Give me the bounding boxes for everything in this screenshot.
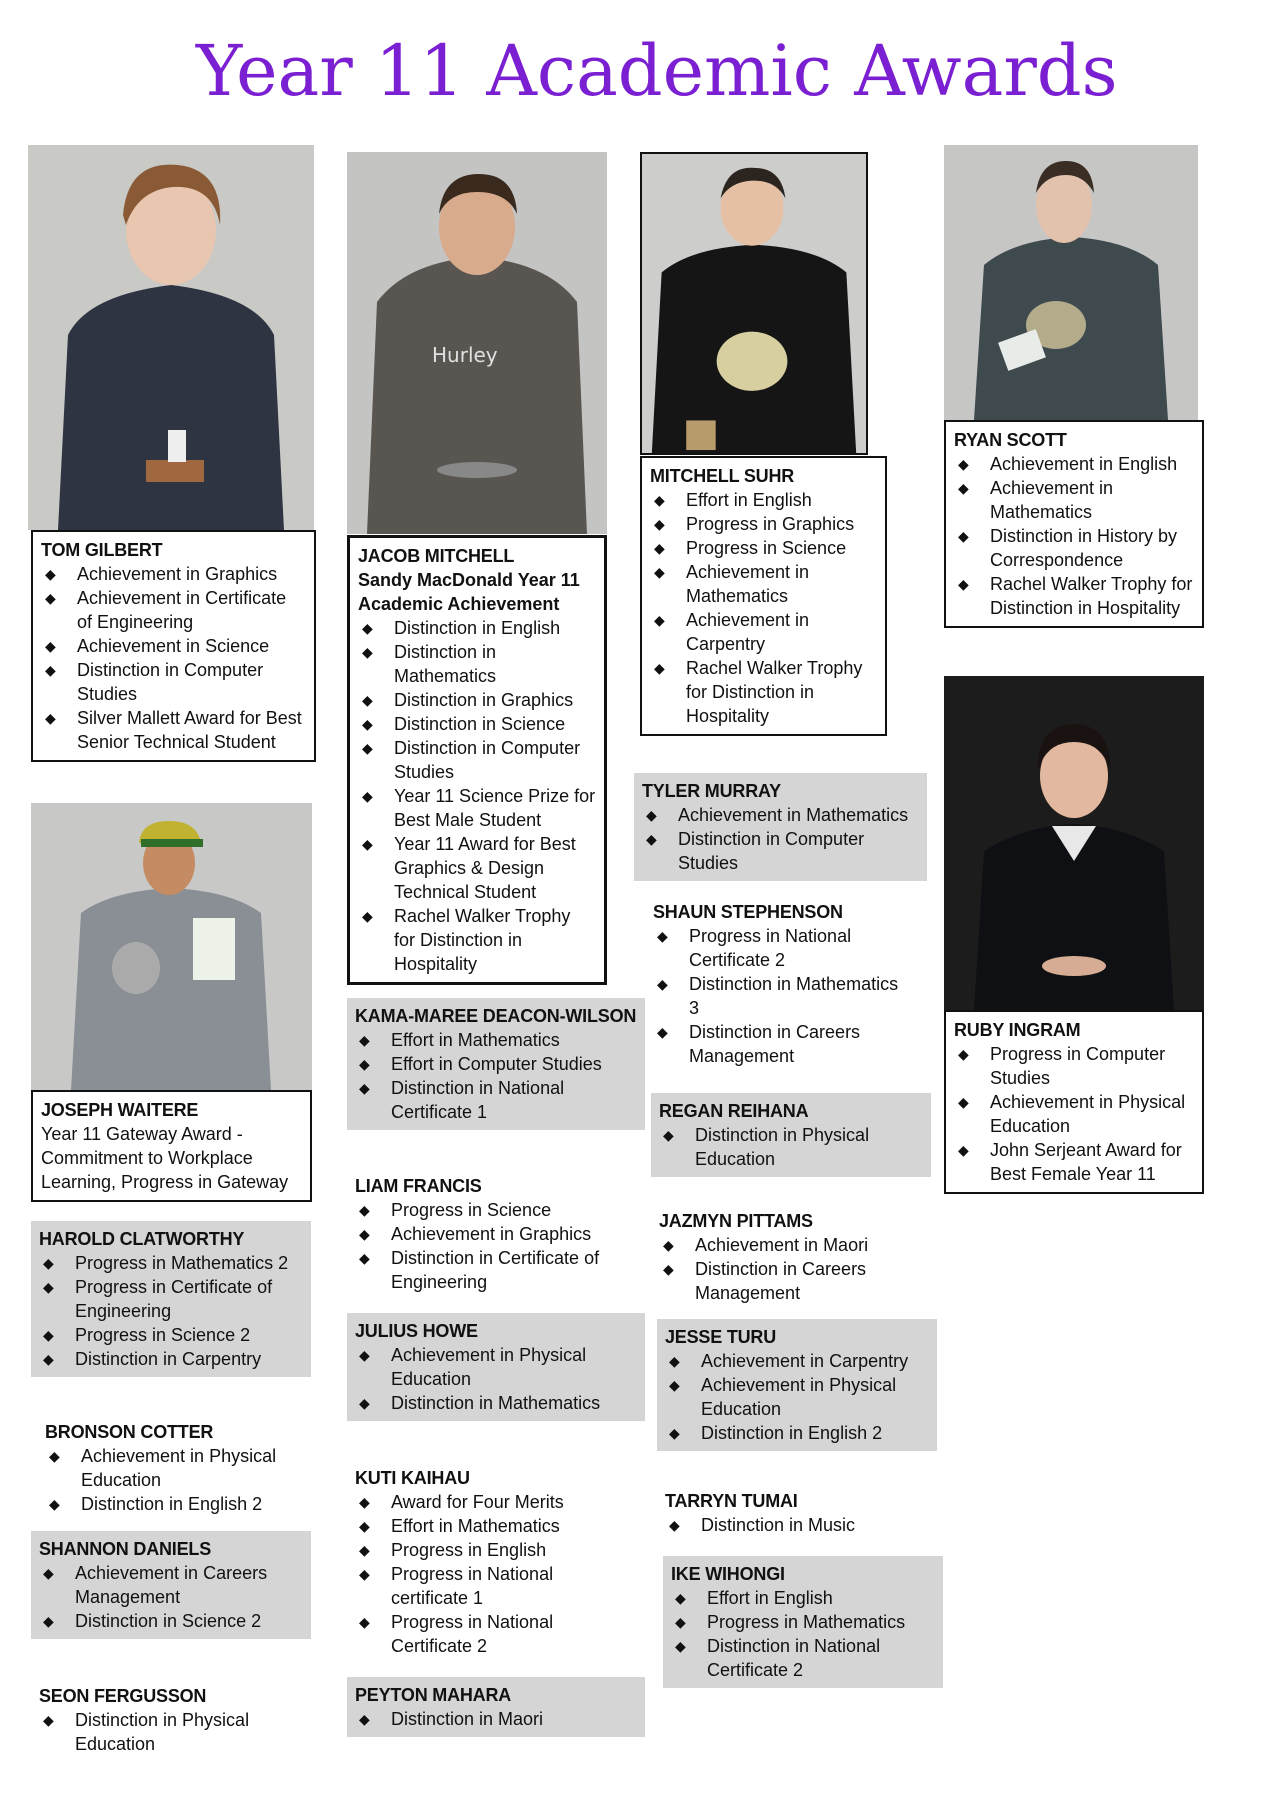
diamond-bullet-icon: ◆ — [669, 1517, 680, 1533]
student-name: JOSEPH WAITERE — [41, 1100, 199, 1120]
award-item: ◆ Achievement in Careers Management — [43, 1563, 268, 1607]
diamond-bullet-icon: ◆ — [362, 836, 373, 852]
diamond-bullet-icon: ◆ — [359, 1494, 370, 1510]
student-name: SEON FERGUSSON — [39, 1686, 207, 1706]
award-item: ◆ Progress in Computer Studies — [958, 1044, 1166, 1088]
student-name: HAROLD CLATWORTHY — [39, 1229, 245, 1249]
award-item: ◆ Distinction in History by Correspondence — [958, 526, 1178, 570]
award-item: ◆ Distinction in English 2 — [669, 1423, 883, 1443]
photo-joseph-waitere — [31, 803, 312, 1090]
diamond-bullet-icon: ◆ — [654, 492, 665, 508]
diamond-bullet-icon: ◆ — [654, 564, 665, 580]
award-item: ◆ John Serjeant Award for Best Female Year 11 — [958, 1140, 1182, 1184]
card-kama-maree-deacon-wilson — [347, 998, 645, 1130]
diamond-bullet-icon: ◆ — [45, 638, 56, 654]
award-item: ◆ Achievement in Certificate of Engineering — [45, 588, 287, 632]
award-item: ◆ Distinction in Mathematics — [359, 1393, 601, 1413]
award-list — [665, 1513, 929, 1537]
diamond-bullet-icon: ◆ — [958, 1142, 969, 1158]
award-item: ◆ Achievement in Physical Education — [958, 1092, 1186, 1136]
diamond-bullet-icon: ◆ — [45, 590, 56, 606]
photo-tom-gilbert — [28, 145, 314, 530]
diamond-bullet-icon: ◆ — [359, 1711, 370, 1727]
award-list — [41, 562, 306, 754]
award-item: ◆ Distinction in Graphics — [362, 690, 574, 710]
diamond-bullet-icon: ◆ — [663, 1127, 674, 1143]
award-item: ◆ Distinction in Science 2 — [43, 1611, 262, 1631]
card-seon-fergusson — [31, 1678, 311, 1762]
card-jazmyn-pittams — [651, 1203, 931, 1311]
award-item: ◆ Achievement in Mathematics — [646, 805, 909, 825]
card-harold-clatworthy — [31, 1221, 311, 1377]
card-jacob-mitchell — [347, 535, 607, 985]
award-list — [653, 924, 907, 1068]
award-item: ◆ Distinction in Certificate of Engineering — [359, 1248, 600, 1292]
award-item: ◆ Achievement in Physical Education — [359, 1345, 587, 1389]
student-name: PEYTON MAHARA — [355, 1685, 512, 1705]
award-item: ◆ Distinction in Carpentry — [43, 1349, 262, 1369]
award-item: ◆ Achievement in Mathematics — [654, 562, 810, 606]
award-item: ◆ Year 11 Science Prize for Best Male Student — [362, 786, 596, 830]
award-item: ◆ Distinction in Mathematics — [362, 642, 497, 686]
diamond-bullet-icon: ◆ — [675, 1590, 686, 1606]
award-item: ◆ Distinction in Computer Studies — [45, 660, 264, 704]
diamond-bullet-icon: ◆ — [654, 516, 665, 532]
award-item: ◆ Progress in Graphics — [654, 514, 855, 534]
card-regan-reihana — [651, 1093, 931, 1177]
student-name: REGAN REIHANA — [659, 1101, 809, 1121]
diamond-bullet-icon: ◆ — [958, 480, 969, 496]
diamond-bullet-icon: ◆ — [359, 1080, 370, 1096]
diamond-bullet-icon: ◆ — [359, 1202, 370, 1218]
student-name: MITCHELL SUHR — [650, 466, 795, 486]
student-name: JAZMYN PITTAMS — [659, 1211, 813, 1231]
student-name: BRONSON COTTER — [45, 1422, 214, 1442]
photo-ryan-scott — [944, 145, 1198, 420]
award-list — [355, 1707, 637, 1731]
diamond-bullet-icon: ◆ — [45, 566, 56, 582]
card-shaun-stephenson — [645, 894, 915, 1074]
diamond-bullet-icon: ◆ — [362, 788, 373, 804]
award-item: ◆ Progress in National Certificate 2 — [657, 926, 852, 970]
student-name: JULIUS HOWE — [355, 1321, 478, 1341]
diamond-bullet-icon: ◆ — [43, 1279, 54, 1295]
award-list — [954, 452, 1194, 620]
photo-mitchell-suhr — [640, 152, 868, 455]
award-item: ◆ Distinction in Physical Education — [663, 1125, 870, 1169]
diamond-bullet-icon: ◆ — [49, 1448, 60, 1464]
award-item: ◆ Distinction in National Certificate 1 — [359, 1078, 565, 1122]
diamond-bullet-icon: ◆ — [657, 976, 668, 992]
award-item: ◆ Effort in Mathematics — [359, 1030, 560, 1050]
award-item: ◆ Distinction in Science — [362, 714, 566, 734]
card-tarryn-tumai — [657, 1483, 937, 1543]
award-item: ◆ Achievement in Carpentry — [654, 610, 810, 654]
award-list — [650, 488, 877, 728]
student-name: JACOB MITCHELL — [358, 546, 515, 566]
card-ryan-scott — [944, 420, 1204, 628]
card-shannon-daniels — [31, 1531, 311, 1639]
diamond-bullet-icon: ◆ — [359, 1614, 370, 1630]
award-item: ◆ Achievement in Science — [45, 636, 270, 656]
diamond-bullet-icon: ◆ — [663, 1261, 674, 1277]
diamond-bullet-icon: ◆ — [958, 576, 969, 592]
award-list — [954, 1042, 1194, 1186]
award-item: ◆ Rachel Walker Trophy for Distinction in Hospitality — [958, 574, 1193, 618]
card-mitchell-suhr — [640, 456, 887, 736]
student-subtitle: Sandy MacDonald Year 11 Academic Achievement — [358, 570, 580, 614]
diamond-bullet-icon: ◆ — [359, 1566, 370, 1582]
award-item: ◆ Achievement in English — [958, 454, 1178, 474]
award-list — [39, 1251, 303, 1371]
award-list — [355, 1490, 629, 1658]
diamond-bullet-icon: ◆ — [362, 692, 373, 708]
diamond-bullet-icon: ◆ — [675, 1614, 686, 1630]
card-jesse-turu — [657, 1319, 937, 1451]
diamond-bullet-icon: ◆ — [654, 540, 665, 556]
svg-text:Hurley: Hurley — [432, 343, 498, 367]
student-name: IKE WIHONGI — [671, 1564, 785, 1584]
award-item: ◆ Rachel Walker Trophy for Distinction in Hospitality — [654, 658, 863, 726]
award-item: ◆ Achievement in Physical Education — [669, 1375, 897, 1419]
student-name: TYLER MURRAY — [642, 781, 781, 801]
award-item: ◆ Distinction in Careers Management — [663, 1259, 867, 1303]
award-item: ◆ Distinction in Music — [669, 1515, 856, 1535]
diamond-bullet-icon: ◆ — [362, 740, 373, 756]
card-peyton-mahara — [347, 1677, 645, 1737]
award-item: ◆ Distinction in Mathematics 3 — [657, 974, 899, 1018]
card-tom-gilbert — [31, 530, 316, 762]
diamond-bullet-icon: ◆ — [43, 1565, 54, 1581]
award-item: ◆ Progress in Certificate of Engineering — [43, 1277, 273, 1321]
diamond-bullet-icon: ◆ — [362, 716, 373, 732]
student-name: RYAN SCOTT — [954, 430, 1067, 450]
award-item: ◆ Progress in National certificate 1 — [359, 1564, 554, 1608]
diamond-bullet-icon: ◆ — [359, 1056, 370, 1072]
diamond-bullet-icon: ◆ — [362, 644, 373, 660]
award-item: ◆ Distinction in Maori — [359, 1709, 544, 1729]
diamond-bullet-icon: ◆ — [359, 1347, 370, 1363]
award-list — [671, 1586, 935, 1682]
award-item: ◆ Distinction in English 2 — [49, 1494, 263, 1514]
diamond-bullet-icon: ◆ — [669, 1353, 680, 1369]
student-name: TOM GILBERT — [41, 540, 163, 560]
award-list — [642, 803, 919, 875]
diamond-bullet-icon: ◆ — [958, 1094, 969, 1110]
award-list — [39, 1561, 303, 1633]
diamond-bullet-icon: ◆ — [675, 1638, 686, 1654]
diamond-bullet-icon: ◆ — [958, 1046, 969, 1062]
diamond-bullet-icon: ◆ — [359, 1395, 370, 1411]
award-item: ◆ Distinction in English — [362, 618, 561, 638]
award-item: ◆ Achievement in Carpentry — [669, 1351, 909, 1371]
award-item: ◆ Year 11 Award for Best Graphics & Design Technical Student — [362, 834, 576, 902]
award-list — [355, 1028, 637, 1124]
diamond-bullet-icon: ◆ — [43, 1255, 54, 1271]
diamond-bullet-icon: ◆ — [43, 1351, 54, 1367]
diamond-bullet-icon: ◆ — [43, 1712, 54, 1728]
diamond-bullet-icon: ◆ — [663, 1237, 674, 1253]
award-item: ◆ Progress in Mathematics — [675, 1612, 906, 1632]
student-name: RUBY INGRAM — [954, 1020, 1081, 1040]
award-list — [39, 1708, 303, 1756]
award-item: ◆ Award for Four Merits — [359, 1492, 564, 1512]
student-name: TARRYN TUMAI — [665, 1491, 798, 1511]
award-list — [659, 1123, 923, 1171]
diamond-bullet-icon: ◆ — [45, 662, 56, 678]
student-description: Year 11 Gateway Award - Commitment to Workplace Learning, Progress in Gateway — [41, 1124, 289, 1192]
award-item: ◆ Progress in Science — [359, 1200, 552, 1220]
diamond-bullet-icon: ◆ — [359, 1032, 370, 1048]
award-item: ◆ Distinction in Computer Studies — [646, 829, 865, 873]
award-item: ◆ Rachel Walker Trophy for Distinction in Hospitality — [362, 906, 571, 974]
student-name: SHANNON DANIELS — [39, 1539, 212, 1559]
award-item: ◆ Achievement in Graphics — [359, 1224, 592, 1244]
award-item: ◆ Progress in Science — [654, 538, 847, 558]
diamond-bullet-icon: ◆ — [646, 831, 657, 847]
photo-jacob-mitchell — [347, 152, 607, 534]
award-item: ◆ Progress in English — [359, 1540, 547, 1560]
diamond-bullet-icon: ◆ — [45, 710, 56, 726]
diamond-bullet-icon: ◆ — [958, 528, 969, 544]
award-item: ◆ Progress in Science 2 — [43, 1325, 251, 1345]
award-list — [45, 1444, 303, 1516]
award-item: ◆ Effort in Computer Studies — [359, 1054, 602, 1074]
diamond-bullet-icon: ◆ — [654, 660, 665, 676]
card-julius-howe — [347, 1313, 645, 1421]
award-item: ◆ Achievement in Physical Education — [49, 1446, 277, 1490]
page-title: Year 11 Academic Awards — [196, 30, 1118, 112]
award-item: ◆ Effort in Mathematics — [359, 1516, 560, 1536]
award-list — [659, 1233, 923, 1305]
card-bronson-cotter — [37, 1414, 311, 1522]
card-joseph-waitere — [31, 1090, 312, 1202]
diamond-bullet-icon: ◆ — [359, 1518, 370, 1534]
student-name: KUTI KAIHAU — [355, 1468, 470, 1488]
diamond-bullet-icon: ◆ — [362, 620, 373, 636]
diamond-bullet-icon: ◆ — [43, 1613, 54, 1629]
student-name: KAMA-MAREE DEACON-WILSON — [355, 1006, 637, 1026]
card-ruby-ingram — [944, 1010, 1204, 1194]
diamond-bullet-icon: ◆ — [646, 807, 657, 823]
award-item: ◆ Achievement in Maori — [663, 1235, 869, 1255]
diamond-bullet-icon: ◆ — [359, 1250, 370, 1266]
diamond-bullet-icon: ◆ — [359, 1226, 370, 1242]
award-item: ◆ Distinction in Physical Education — [43, 1710, 250, 1754]
award-item: ◆ Distinction in Careers Management — [657, 1022, 861, 1066]
award-list — [355, 1198, 629, 1294]
diamond-bullet-icon: ◆ — [958, 456, 969, 472]
student-name: LIAM FRANCIS — [355, 1176, 482, 1196]
diamond-bullet-icon: ◆ — [359, 1542, 370, 1558]
diamond-bullet-icon: ◆ — [669, 1377, 680, 1393]
diamond-bullet-icon: ◆ — [657, 928, 668, 944]
card-kuti-kaihau — [347, 1460, 637, 1664]
award-item: ◆ Achievement in Graphics — [45, 564, 278, 584]
student-name: JESSE TURU — [665, 1327, 777, 1347]
diamond-bullet-icon: ◆ — [657, 1024, 668, 1040]
diamond-bullet-icon: ◆ — [669, 1425, 680, 1441]
photo-ruby-ingram — [944, 676, 1204, 1010]
diamond-bullet-icon: ◆ — [362, 908, 373, 924]
student-name: SHAUN STEPHENSON — [653, 902, 843, 922]
award-item: ◆ Effort in English — [675, 1588, 833, 1608]
award-item: ◆ Effort in English — [654, 490, 812, 510]
card-liam-francis — [347, 1168, 637, 1300]
award-item: ◆ Progress in Mathematics 2 — [43, 1253, 289, 1273]
award-item: ◆ Distinction in National Certificate 2 — [675, 1636, 881, 1680]
diamond-bullet-icon: ◆ — [43, 1327, 54, 1343]
card-ike-wihongi — [663, 1556, 943, 1688]
diamond-bullet-icon: ◆ — [654, 612, 665, 628]
award-list — [358, 616, 596, 976]
award-item: ◆ Progress in National Certificate 2 — [359, 1612, 554, 1656]
card-tyler-murray — [634, 773, 927, 881]
award-list — [355, 1343, 637, 1415]
award-list — [665, 1349, 929, 1445]
award-item: ◆ Silver Mallett Award for Best Senior Technical Student — [45, 708, 302, 752]
award-item: ◆ Distinction in Computer Studies — [362, 738, 581, 782]
diamond-bullet-icon: ◆ — [49, 1496, 60, 1512]
award-item: ◆ Achievement in Mathematics — [958, 478, 1114, 522]
